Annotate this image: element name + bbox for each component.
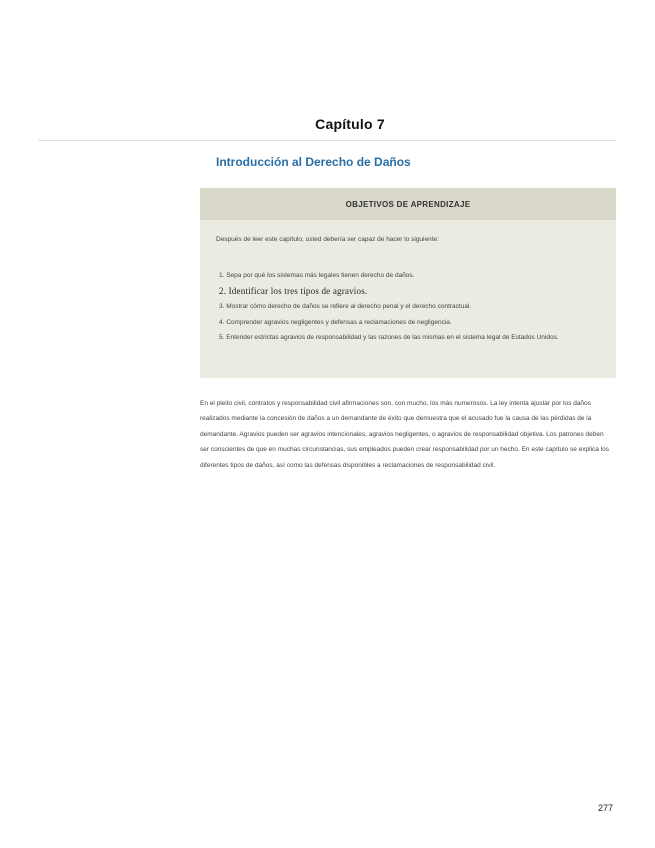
objectives-header: OBJETIVOS DE APRENDIZAJE: [200, 188, 616, 220]
section-title: Introducción al Derecho de Daños: [216, 155, 411, 169]
body-paragraph: En el pleito civil, contratos y responsabilidad civil afirmaciones son, con mucho, los más numerosos. La ley intenta ajustar por los daños realizados mediante la concesión de daños a un demandante de éxito que demuestra que el acusado fue la causa de las pérdidas de la demandante. Agravios pueden ser agravios intencionales, agravios negligentes, o agravios de responsabilidad objetiva. Los patrones deben ser conscientes de que en muchas circunstancias, sus empleados pueden crear responsabilidad por un hecho. En este capítulo se explica los diferentes tipos de daños, así como las defensas disponibles a reclamaciones de responsabilidad civil.: [200, 400, 610, 469]
objective-item: 2. Identificar los tres tipos de agravios.: [219, 285, 368, 296]
divider: [38, 140, 616, 141]
page-number: 277: [598, 803, 614, 813]
chapter-title: Capítulo 7: [315, 116, 385, 132]
objective-item: 1. Sepa por qué los sistemas más legales tienen derecho de daños.: [219, 272, 415, 279]
objectives-intro: Después de leer este capítulo, usted debería ser capaz de hacer lo siguiente:: [216, 236, 439, 243]
objectives-list: [219, 268, 609, 346]
objective-item: 5. Entender estrictas agravios de responsabilidad y las razones de las mismas en el sistema legal de Estados Unidos.: [219, 334, 559, 342]
objective-item: 3. Mostrar cómo derecho de daños se refiere al derecho penal y el derecho contractual.: [219, 303, 472, 311]
learning-objectives-box: [200, 188, 616, 378]
objective-item: 4. Comprender agravios negligentes y defensas a reclamaciones de negligencia.: [219, 318, 452, 326]
